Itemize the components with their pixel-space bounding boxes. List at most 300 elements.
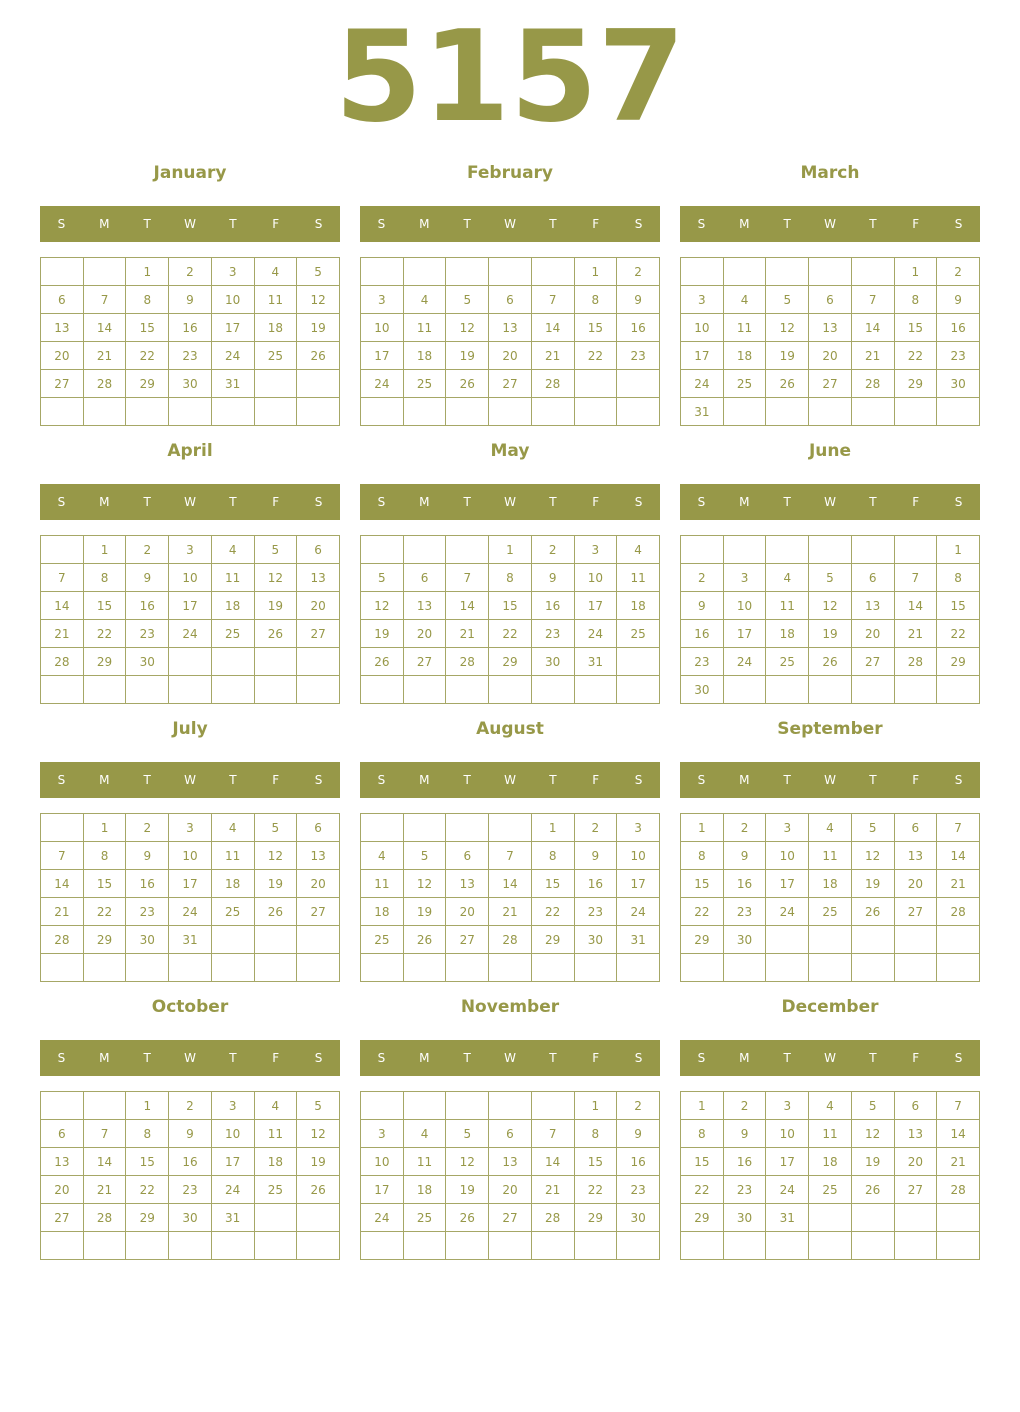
- day-cell: 3: [169, 536, 212, 564]
- day-cell: 20: [297, 870, 340, 898]
- day-cell: 1: [531, 814, 574, 842]
- day-cell: 15: [681, 1148, 724, 1176]
- day-cell: [723, 676, 766, 704]
- day-cell: 19: [297, 314, 340, 342]
- day-cell: [297, 1204, 340, 1232]
- day-cell: 6: [41, 286, 84, 314]
- day-cell: 17: [766, 870, 809, 898]
- day-cell: 15: [894, 314, 937, 342]
- month-name: August: [476, 719, 544, 739]
- day-cell: 27: [41, 370, 84, 398]
- day-cell: [41, 954, 84, 982]
- day-cell: [531, 398, 574, 426]
- day-cell: 11: [809, 1120, 852, 1148]
- month-name: February: [466, 163, 554, 183]
- week-row: [41, 814, 340, 842]
- day-cell: [574, 954, 617, 982]
- weekday-label: S: [314, 495, 323, 509]
- month-name: January: [153, 163, 227, 183]
- day-cell: [446, 676, 489, 704]
- day-cell: [937, 926, 980, 954]
- day-cell: 24: [617, 898, 660, 926]
- weekday-label: S: [697, 1051, 706, 1065]
- day-cell: 27: [446, 926, 489, 954]
- day-cell: 28: [83, 1204, 126, 1232]
- day-cell: 21: [937, 1148, 980, 1176]
- day-cell: [361, 954, 404, 982]
- day-cell: 17: [681, 342, 724, 370]
- day-cell: 20: [894, 870, 937, 898]
- day-cell: 8: [489, 564, 532, 592]
- day-cell: 27: [41, 1204, 84, 1232]
- day-cell: 12: [851, 1120, 894, 1148]
- day-cell: 23: [681, 648, 724, 676]
- weekday-label: M: [419, 1051, 430, 1065]
- day-cell: 6: [41, 1120, 84, 1148]
- day-cell: [126, 1232, 169, 1260]
- day-cell: 22: [83, 898, 126, 926]
- day-cell: 20: [489, 342, 532, 370]
- week-row: [361, 954, 660, 982]
- day-cell: 11: [254, 1120, 297, 1148]
- day-cell: [403, 1092, 446, 1120]
- day-cell: 9: [723, 1120, 766, 1148]
- day-cell: [403, 954, 446, 982]
- day-cell: 21: [41, 898, 84, 926]
- day-cell: [403, 536, 446, 564]
- day-cell: 23: [126, 898, 169, 926]
- day-cell: 14: [446, 592, 489, 620]
- day-cell: [894, 676, 937, 704]
- day-cell: 1: [83, 536, 126, 564]
- day-cell: [574, 676, 617, 704]
- day-cell: 11: [211, 564, 254, 592]
- day-cell: 3: [361, 286, 404, 314]
- day-cell: [531, 954, 574, 982]
- day-cell: 25: [361, 926, 404, 954]
- day-cell: 4: [809, 814, 852, 842]
- day-cell: 6: [297, 814, 340, 842]
- day-cell: [809, 954, 852, 982]
- week-row: [41, 926, 340, 954]
- day-cell: [937, 1232, 980, 1260]
- week-row: [681, 842, 980, 870]
- day-cell: [574, 398, 617, 426]
- day-cell: [254, 648, 297, 676]
- weekday-label: W: [504, 217, 516, 231]
- weekday-label: S: [954, 1051, 963, 1065]
- day-cell: 25: [403, 370, 446, 398]
- weekday-label: F: [912, 495, 920, 509]
- week-row: [681, 1120, 980, 1148]
- week-row: [681, 926, 980, 954]
- week-row: [41, 648, 340, 676]
- month-name: September: [777, 719, 883, 739]
- day-cell: 28: [937, 898, 980, 926]
- day-cell: 26: [254, 620, 297, 648]
- day-cell: 13: [851, 592, 894, 620]
- month-name: March: [800, 163, 860, 183]
- day-cell: 28: [83, 370, 126, 398]
- day-cell: 30: [169, 1204, 212, 1232]
- day-cell: 29: [83, 926, 126, 954]
- day-cell: 23: [617, 1176, 660, 1204]
- day-cell: 31: [617, 926, 660, 954]
- day-cell: 10: [169, 842, 212, 870]
- day-cell: 25: [254, 342, 297, 370]
- week-row: [681, 676, 980, 704]
- day-cell: 3: [169, 814, 212, 842]
- day-cell: [446, 536, 489, 564]
- day-cell: [211, 676, 254, 704]
- weekday-label: S: [57, 773, 66, 787]
- day-cell: 2: [169, 258, 212, 286]
- day-cell: 12: [403, 870, 446, 898]
- day-cell: 20: [41, 342, 84, 370]
- week-row: [681, 536, 980, 564]
- day-cell: 13: [446, 870, 489, 898]
- day-cell: 25: [809, 898, 852, 926]
- day-cell: 26: [446, 1204, 489, 1232]
- day-cell: 15: [937, 592, 980, 620]
- day-cell: 24: [361, 1204, 404, 1232]
- day-cell: 20: [489, 1176, 532, 1204]
- day-cell: 16: [169, 314, 212, 342]
- day-cell: 21: [41, 620, 84, 648]
- day-cell: [489, 1232, 532, 1260]
- week-row: [361, 1120, 660, 1148]
- day-cell: 9: [126, 564, 169, 592]
- week-row: [361, 592, 660, 620]
- day-cell: 17: [211, 1148, 254, 1176]
- day-cell: [297, 926, 340, 954]
- weekday-label: M: [739, 1051, 750, 1065]
- day-cell: 6: [403, 564, 446, 592]
- day-cell: 13: [297, 564, 340, 592]
- day-cell: [681, 536, 724, 564]
- week-row: [361, 1204, 660, 1232]
- day-cell: 16: [681, 620, 724, 648]
- day-cell: 10: [361, 314, 404, 342]
- weekday-label: F: [272, 1051, 280, 1065]
- day-cell: 17: [169, 592, 212, 620]
- day-cell: 20: [297, 592, 340, 620]
- day-cell: 24: [574, 620, 617, 648]
- day-cell: 28: [446, 648, 489, 676]
- day-cell: 21: [894, 620, 937, 648]
- day-cell: [489, 954, 532, 982]
- day-cell: 23: [574, 898, 617, 926]
- week-row: [681, 398, 980, 426]
- day-cell: [766, 1232, 809, 1260]
- weekday-label: S: [634, 773, 643, 787]
- day-cell: 29: [126, 370, 169, 398]
- week-row: [361, 648, 660, 676]
- day-grid: [360, 535, 660, 704]
- day-cell: 8: [894, 286, 937, 314]
- week-row: [681, 370, 980, 398]
- day-cell: [446, 1232, 489, 1260]
- week-row: [681, 954, 980, 982]
- day-cell: [361, 536, 404, 564]
- day-cell: [617, 648, 660, 676]
- day-cell: 7: [531, 1120, 574, 1148]
- day-cell: 18: [403, 1176, 446, 1204]
- day-cell: 18: [766, 620, 809, 648]
- day-cell: [169, 1232, 212, 1260]
- day-cell: 14: [851, 314, 894, 342]
- day-cell: [617, 954, 660, 982]
- weekday-label: S: [314, 773, 323, 787]
- day-cell: 8: [937, 564, 980, 592]
- day-cell: 16: [126, 592, 169, 620]
- day-cell: 27: [809, 370, 852, 398]
- week-row: [361, 1092, 660, 1120]
- day-cell: 3: [766, 814, 809, 842]
- weekday-label: T: [549, 1051, 557, 1065]
- day-cell: [126, 398, 169, 426]
- day-cell: [851, 398, 894, 426]
- day-cell: [41, 676, 84, 704]
- weekday-label: S: [314, 217, 323, 231]
- weekday-label: T: [783, 773, 791, 787]
- day-cell: 30: [126, 926, 169, 954]
- day-cell: 2: [169, 1092, 212, 1120]
- day-cell: 28: [531, 1204, 574, 1232]
- week-row: [361, 398, 660, 426]
- day-cell: [851, 536, 894, 564]
- weekday-label: W: [824, 1051, 836, 1065]
- day-cell: 18: [403, 342, 446, 370]
- day-cell: 22: [83, 620, 126, 648]
- weekday-header: [360, 206, 660, 242]
- day-cell: [403, 398, 446, 426]
- day-grid: [680, 535, 980, 704]
- day-cell: 30: [681, 676, 724, 704]
- day-cell: 16: [937, 314, 980, 342]
- week-row: [361, 1148, 660, 1176]
- day-cell: 19: [361, 620, 404, 648]
- day-cell: 25: [617, 620, 660, 648]
- day-cell: 2: [574, 814, 617, 842]
- week-row: [41, 314, 340, 342]
- weekday-label: W: [824, 495, 836, 509]
- day-cell: [937, 954, 980, 982]
- day-cell: [403, 258, 446, 286]
- day-cell: 13: [489, 314, 532, 342]
- day-cell: 14: [83, 1148, 126, 1176]
- weekday-label: F: [592, 773, 600, 787]
- day-cell: 1: [574, 1092, 617, 1120]
- day-cell: 2: [937, 258, 980, 286]
- weekday-label: F: [912, 217, 920, 231]
- day-cell: 3: [211, 258, 254, 286]
- day-cell: [681, 258, 724, 286]
- day-cell: [169, 398, 212, 426]
- day-cell: [254, 398, 297, 426]
- day-cell: 2: [617, 1092, 660, 1120]
- day-cell: 12: [446, 314, 489, 342]
- weekday-label: S: [314, 1051, 323, 1065]
- weekday-label: T: [143, 217, 151, 231]
- weekday-label: T: [463, 1051, 471, 1065]
- day-cell: 30: [723, 926, 766, 954]
- day-cell: [297, 1232, 340, 1260]
- day-cell: [851, 676, 894, 704]
- day-cell: 29: [126, 1204, 169, 1232]
- day-cell: [531, 258, 574, 286]
- day-cell: 3: [681, 286, 724, 314]
- day-cell: 1: [574, 258, 617, 286]
- weekday-header: [360, 1040, 660, 1076]
- weekday-label: F: [592, 495, 600, 509]
- day-cell: 20: [403, 620, 446, 648]
- day-cell: [297, 676, 340, 704]
- week-row: [41, 536, 340, 564]
- day-cell: 7: [41, 564, 84, 592]
- day-cell: [894, 536, 937, 564]
- day-cell: 23: [169, 342, 212, 370]
- day-cell: 11: [403, 1148, 446, 1176]
- day-cell: 28: [531, 370, 574, 398]
- day-cell: 7: [41, 842, 84, 870]
- day-cell: 8: [681, 1120, 724, 1148]
- day-cell: 11: [361, 870, 404, 898]
- day-cell: 17: [574, 592, 617, 620]
- day-cell: 21: [937, 870, 980, 898]
- month-name: October: [151, 997, 229, 1017]
- weekday-label: M: [419, 773, 430, 787]
- day-cell: 7: [937, 1092, 980, 1120]
- weekday-label: F: [912, 1051, 920, 1065]
- weekday-header: [40, 206, 340, 242]
- day-cell: 1: [894, 258, 937, 286]
- day-cell: [723, 1232, 766, 1260]
- weekday-label: S: [377, 217, 386, 231]
- day-cell: 29: [83, 648, 126, 676]
- day-cell: [41, 398, 84, 426]
- day-grid: [40, 813, 340, 982]
- day-cell: 18: [254, 1148, 297, 1176]
- day-cell: [766, 954, 809, 982]
- day-cell: 2: [723, 814, 766, 842]
- day-cell: 10: [681, 314, 724, 342]
- day-cell: [531, 1092, 574, 1120]
- week-row: [681, 1232, 980, 1260]
- week-row: [41, 842, 340, 870]
- day-cell: 30: [574, 926, 617, 954]
- day-cell: 24: [169, 898, 212, 926]
- weekday-label: M: [419, 495, 430, 509]
- week-row: [681, 258, 980, 286]
- day-cell: 18: [809, 1148, 852, 1176]
- day-cell: 9: [617, 1120, 660, 1148]
- day-cell: 8: [126, 1120, 169, 1148]
- day-cell: 30: [169, 370, 212, 398]
- day-cell: [809, 1232, 852, 1260]
- week-row: [41, 286, 340, 314]
- day-cell: [297, 954, 340, 982]
- day-cell: 19: [851, 1148, 894, 1176]
- day-cell: 5: [254, 814, 297, 842]
- day-cell: 1: [681, 1092, 724, 1120]
- day-grid: [360, 1091, 660, 1260]
- day-cell: [41, 536, 84, 564]
- day-grid: [680, 813, 980, 982]
- day-cell: [254, 676, 297, 704]
- day-cell: [851, 1204, 894, 1232]
- day-cell: 18: [361, 898, 404, 926]
- day-cell: [809, 676, 852, 704]
- day-cell: 10: [211, 1120, 254, 1148]
- weekday-label: T: [549, 217, 557, 231]
- month-name: June: [808, 441, 852, 461]
- day-cell: 22: [574, 1176, 617, 1204]
- day-cell: 5: [851, 1092, 894, 1120]
- day-cell: [126, 676, 169, 704]
- week-row: [361, 564, 660, 592]
- day-cell: 31: [211, 370, 254, 398]
- weekday-label: M: [739, 773, 750, 787]
- day-cell: 14: [937, 1120, 980, 1148]
- day-cell: 12: [361, 592, 404, 620]
- month-name: July: [172, 719, 208, 739]
- day-cell: 12: [851, 842, 894, 870]
- weekday-label: T: [869, 495, 877, 509]
- day-cell: [169, 954, 212, 982]
- day-cell: [211, 648, 254, 676]
- day-cell: 14: [531, 1148, 574, 1176]
- day-cell: [254, 1204, 297, 1232]
- day-cell: [937, 1204, 980, 1232]
- weekday-label: F: [272, 217, 280, 231]
- weekday-label: S: [954, 217, 963, 231]
- day-cell: 13: [894, 842, 937, 870]
- day-cell: 6: [297, 536, 340, 564]
- day-cell: 28: [937, 1176, 980, 1204]
- week-row: [41, 370, 340, 398]
- day-cell: 3: [766, 1092, 809, 1120]
- day-cell: 22: [531, 898, 574, 926]
- day-cell: 13: [41, 314, 84, 342]
- day-cell: [211, 954, 254, 982]
- month-name: November: [460, 997, 560, 1017]
- day-cell: 2: [126, 814, 169, 842]
- day-cell: 19: [766, 342, 809, 370]
- day-cell: 12: [254, 564, 297, 592]
- day-cell: 1: [126, 258, 169, 286]
- day-cell: 16: [574, 870, 617, 898]
- day-cell: 29: [489, 648, 532, 676]
- weekday-label: T: [229, 217, 237, 231]
- day-cell: 18: [723, 342, 766, 370]
- day-cell: 18: [809, 870, 852, 898]
- day-cell: [766, 536, 809, 564]
- day-cell: [617, 676, 660, 704]
- day-cell: 12: [446, 1148, 489, 1176]
- day-cell: 24: [211, 342, 254, 370]
- day-cell: [403, 814, 446, 842]
- day-cell: 21: [531, 342, 574, 370]
- day-cell: 24: [681, 370, 724, 398]
- day-cell: [361, 676, 404, 704]
- day-cell: 7: [531, 286, 574, 314]
- day-cell: 2: [723, 1092, 766, 1120]
- day-cell: 4: [254, 1092, 297, 1120]
- weekday-header: [680, 1040, 980, 1076]
- weekday-label: S: [377, 773, 386, 787]
- day-cell: 5: [809, 564, 852, 592]
